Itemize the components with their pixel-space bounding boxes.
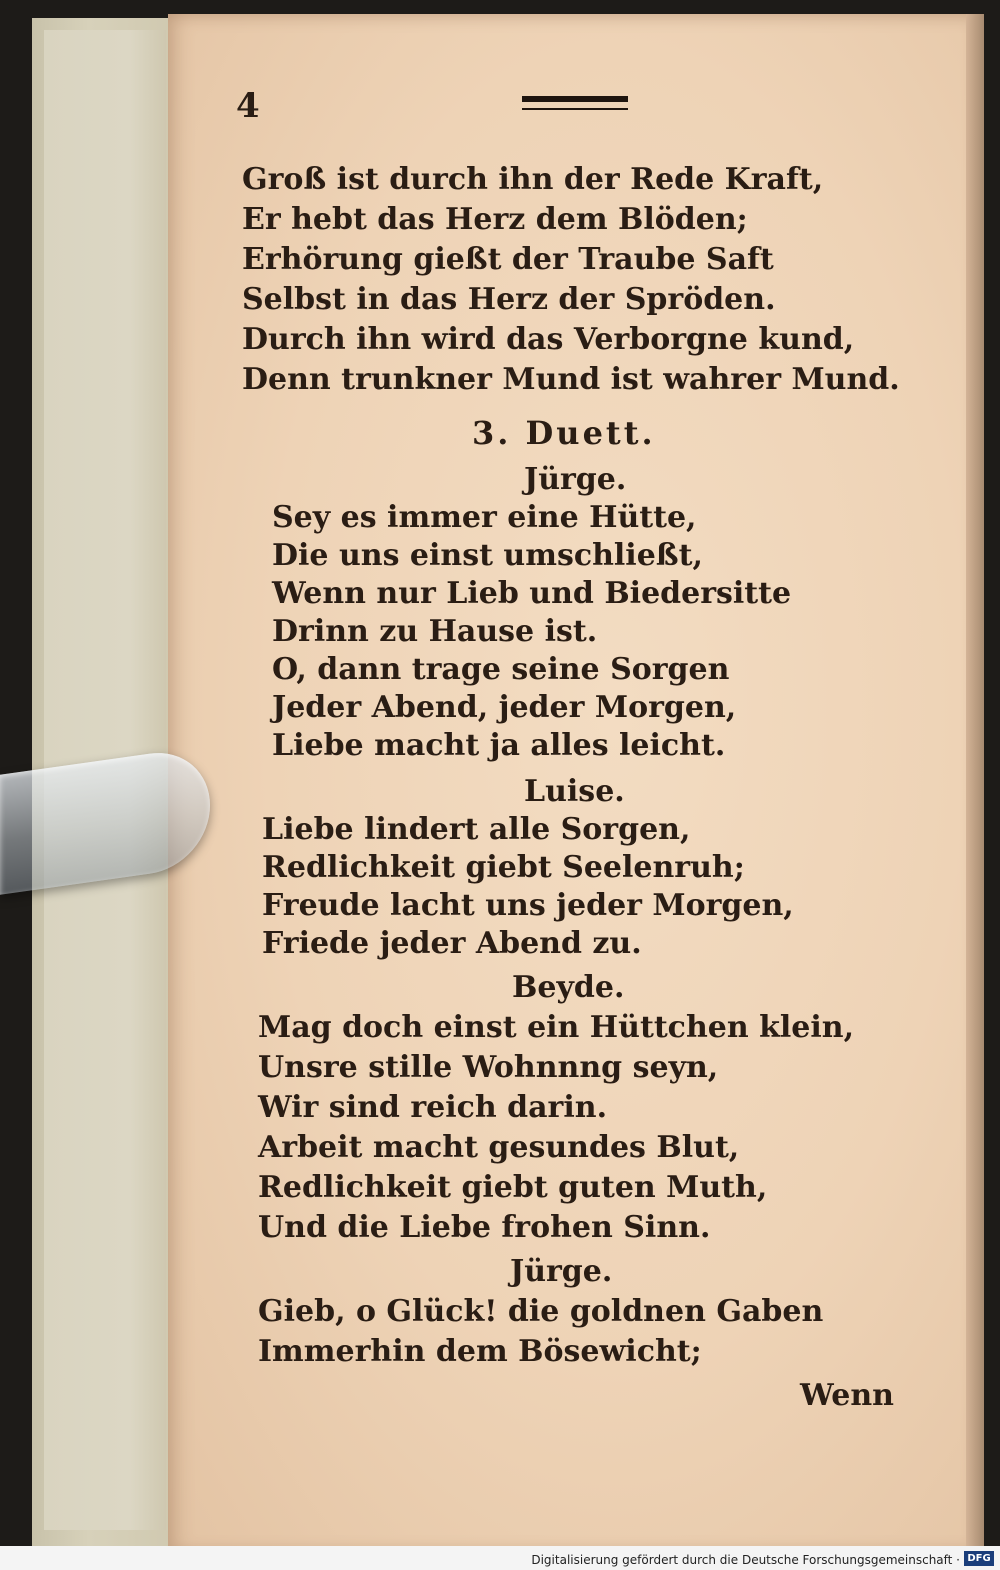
speaker-name: Beyde. <box>512 970 625 1005</box>
speaker-name: Jürge. <box>510 1254 613 1289</box>
footer-bar <box>0 1546 1000 1570</box>
verse-line: Liebe macht ja alles leicht. <box>272 728 726 763</box>
verse-line: Unsre stille Wohnnng seyn, <box>258 1050 719 1085</box>
dfg-logo: DFG <box>964 1551 994 1566</box>
verse-line: Erhörung gießt der Traube Saft <box>242 242 774 277</box>
verse-line: Friede jeder Abend zu. <box>262 926 642 961</box>
verse-line: Sey es immer eine Hütte, <box>272 500 697 535</box>
speaker-name: Luise. <box>524 774 625 809</box>
speaker-name: Jürge. <box>524 462 627 497</box>
header-rule-thin <box>522 108 628 110</box>
verse-line: Groß ist durch ihn der Rede Kraft, <box>242 162 824 197</box>
page-number: 4 <box>236 86 260 126</box>
verse-line: Gieb, o Glück! die goldnen Gaben <box>258 1294 824 1329</box>
verse-line: Jeder Abend, jeder Morgen, <box>272 690 737 725</box>
verse-line: Und die Liebe frohen Sinn. <box>258 1210 711 1245</box>
page-edge <box>966 14 984 1554</box>
verse-line: Redlichkeit giebt Seelenruh; <box>262 850 745 885</box>
verse-line: Redlichkeit giebt guten Muth, <box>258 1170 768 1205</box>
verse-line: Denn trunkner Mund ist wahrer Mund. <box>242 362 900 397</box>
verse-line: Selbst in das Herz der Spröden. <box>242 282 776 317</box>
verse-line: Liebe lindert alle Sorgen, <box>262 812 691 847</box>
verse-line: Freude lacht uns jeder Morgen, <box>262 888 794 923</box>
section-heading: 3. Duett. <box>472 414 656 452</box>
verse-line: Die uns einst umschließt, <box>272 538 703 573</box>
verse-line: Mag doch einst ein Hüttchen klein, <box>258 1010 855 1045</box>
footer-credit: Digitalisierung gefördert durch die Deutsche Forschungsgemeinschaft · <box>531 1553 960 1567</box>
verse-line: Durch ihn wird das Verborgne kund, <box>242 322 855 357</box>
verse-line: Immerhin dem Bösewicht; <box>258 1334 702 1369</box>
verse-line: Wir sind reich darin. <box>258 1090 608 1125</box>
verse-line: Arbeit macht gesundes Blut, <box>258 1130 740 1165</box>
header-rule-thick <box>522 96 628 102</box>
catchword: Wenn <box>800 1378 894 1413</box>
verse-line: Drinn zu Hause ist. <box>272 614 598 649</box>
verse-line: Er hebt das Herz dem Blöden; <box>242 202 748 237</box>
verse-line: Wenn nur Lieb und Biedersitte <box>272 576 792 611</box>
verse-line: O, dann trage seine Sorgen <box>272 652 730 687</box>
